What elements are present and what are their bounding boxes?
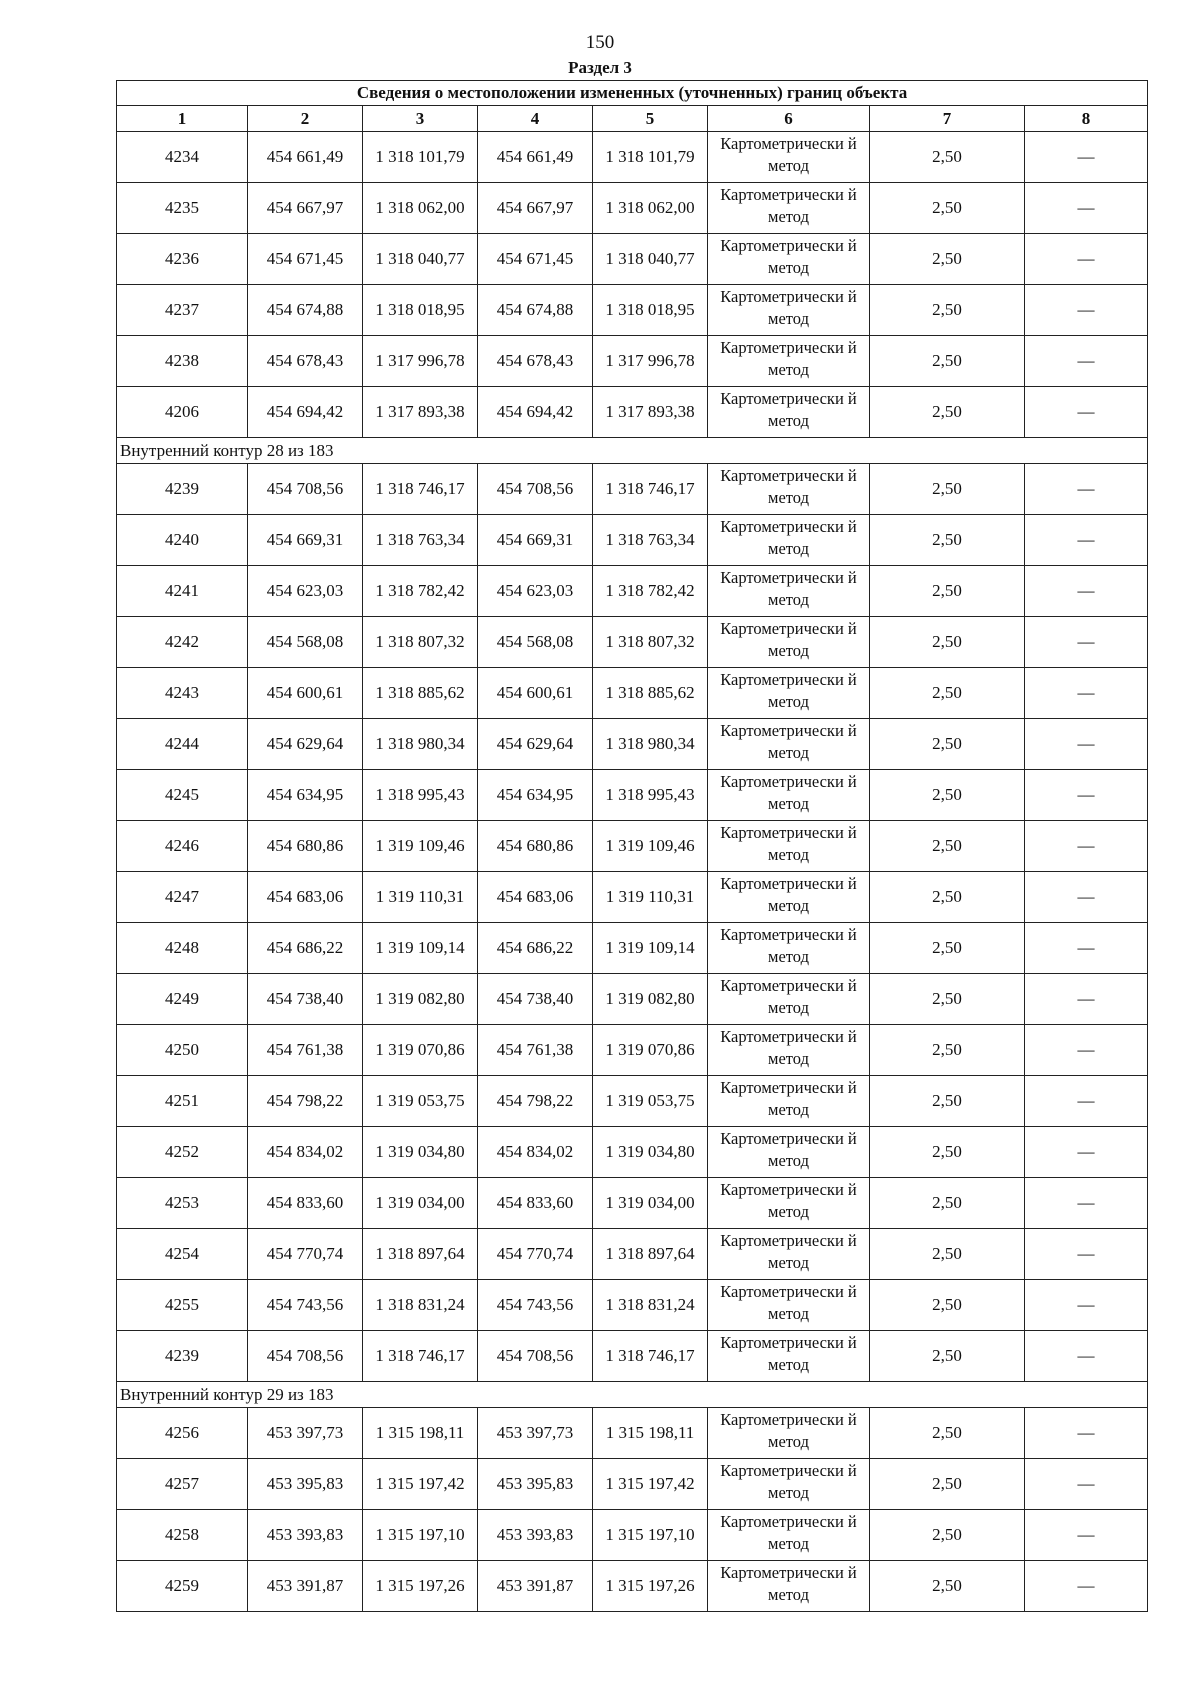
table-cell: 4256 <box>117 1408 248 1459</box>
table-row <box>117 1331 1148 1382</box>
table-cell: 4206 <box>117 387 248 438</box>
column-number: 5 <box>593 106 708 132</box>
table-cell: 2,50 <box>870 668 1025 719</box>
contour-label: Внутренний контур 28 из 183 <box>117 438 1148 464</box>
table-cell: 4237 <box>117 285 248 336</box>
table-cell: 2,50 <box>870 974 1025 1025</box>
table-cell: 1 318 062,00 <box>363 183 478 234</box>
table-cell: 454 743,56 <box>478 1280 593 1331</box>
table-cell: 2,50 <box>870 132 1025 183</box>
table-row <box>117 132 1148 183</box>
table-cell: 1 318 782,42 <box>593 566 708 617</box>
table-cell: 4257 <box>117 1459 248 1510</box>
table-cell: 2,50 <box>870 285 1025 336</box>
table-cell: 454 671,45 <box>478 234 593 285</box>
table-row <box>117 719 1148 770</box>
table-cell: 2,50 <box>870 770 1025 821</box>
table-cell: — <box>1025 1127 1148 1178</box>
table-cell: 4250 <box>117 1025 248 1076</box>
table-cell: — <box>1025 668 1148 719</box>
table-cell: 453 391,87 <box>478 1561 593 1612</box>
table-cell: — <box>1025 566 1148 617</box>
table-cell: Картометрически й метод <box>708 1280 870 1331</box>
table-cell: — <box>1025 183 1148 234</box>
table-cell: 454 671,45 <box>248 234 363 285</box>
table-cell: 454 669,31 <box>248 515 363 566</box>
table-cell: 454 694,42 <box>248 387 363 438</box>
table-cell: Картометрически й метод <box>708 872 870 923</box>
column-number-row <box>117 106 1148 132</box>
table-cell: 4235 <box>117 183 248 234</box>
table-cell: 454 683,06 <box>248 872 363 923</box>
table-cell: 454 629,64 <box>478 719 593 770</box>
table-cell: 453 393,83 <box>248 1510 363 1561</box>
table-cell: 4253 <box>117 1178 248 1229</box>
table-cell: 2,50 <box>870 464 1025 515</box>
table-cell: Картометрически й метод <box>708 1229 870 1280</box>
table-row <box>117 1025 1148 1076</box>
column-number: 6 <box>708 106 870 132</box>
table-cell: 454 833,60 <box>248 1178 363 1229</box>
table-cell: Картометрически й метод <box>708 719 870 770</box>
table-cell: 454 834,02 <box>478 1127 593 1178</box>
table-cell: Картометрически й метод <box>708 1408 870 1459</box>
column-number: 3 <box>363 106 478 132</box>
table-row <box>117 387 1148 438</box>
table-cell: 1 319 053,75 <box>363 1076 478 1127</box>
table-cell: 2,50 <box>870 515 1025 566</box>
table-cell: 1 315 198,11 <box>593 1408 708 1459</box>
table-cell: 454 798,22 <box>478 1076 593 1127</box>
table-cell: 454 600,61 <box>478 668 593 719</box>
table-cell: 1 318 746,17 <box>593 464 708 515</box>
table-cell: 1 318 018,95 <box>363 285 478 336</box>
table-cell: 2,50 <box>870 1076 1025 1127</box>
table-cell: 453 397,73 <box>478 1408 593 1459</box>
table-cell: 454 738,40 <box>478 974 593 1025</box>
table-cell: 1 317 893,38 <box>593 387 708 438</box>
table-row <box>117 668 1148 719</box>
table-cell: — <box>1025 1229 1148 1280</box>
table-cell: 454 667,97 <box>478 183 593 234</box>
table-row <box>117 1178 1148 1229</box>
table-cell: 453 397,73 <box>248 1408 363 1459</box>
table-cell: 2,50 <box>870 336 1025 387</box>
table-cell: 2,50 <box>870 821 1025 872</box>
table-cell: 1 319 110,31 <box>593 872 708 923</box>
table-cell: — <box>1025 1331 1148 1382</box>
table-cell: Картометрически й метод <box>708 1076 870 1127</box>
table-cell: 4247 <box>117 872 248 923</box>
table-cell: 454 708,56 <box>248 464 363 515</box>
table-cell: — <box>1025 515 1148 566</box>
table-row <box>117 974 1148 1025</box>
table-cell: Картометрически й метод <box>708 566 870 617</box>
table-cell: 1 315 197,10 <box>363 1510 478 1561</box>
table-cell: 1 318 101,79 <box>363 132 478 183</box>
table-cell: 454 661,49 <box>248 132 363 183</box>
table-cell: 454 680,86 <box>248 821 363 872</box>
table-cell: 4239 <box>117 1331 248 1382</box>
table-cell: 4254 <box>117 1229 248 1280</box>
table-cell: Картометрически й метод <box>708 1510 870 1561</box>
table-cell: 454 629,64 <box>248 719 363 770</box>
table-cell: Картометрически й метод <box>708 1561 870 1612</box>
table-cell: 1 319 109,14 <box>363 923 478 974</box>
table-cell: 453 393,83 <box>478 1510 593 1561</box>
table-cell: 1 315 198,11 <box>363 1408 478 1459</box>
table-cell: 4258 <box>117 1510 248 1561</box>
table-cell: 454 738,40 <box>248 974 363 1025</box>
table-row <box>117 770 1148 821</box>
table-cell: 454 708,56 <box>478 464 593 515</box>
table-cell: 2,50 <box>870 1280 1025 1331</box>
table-cell: 1 318 897,64 <box>363 1229 478 1280</box>
table-cell: — <box>1025 387 1148 438</box>
table-cell: 454 770,74 <box>478 1229 593 1280</box>
table-cell: Картометрически й метод <box>708 1127 870 1178</box>
table-cell: 1 319 034,00 <box>593 1178 708 1229</box>
table-body <box>117 132 1148 1612</box>
table-cell: 2,50 <box>870 1127 1025 1178</box>
table-cell: — <box>1025 1076 1148 1127</box>
table-cell: 1 317 893,38 <box>363 387 478 438</box>
table-cell: 2,50 <box>870 1025 1025 1076</box>
table-cell: 454 623,03 <box>248 566 363 617</box>
table-cell: 4245 <box>117 770 248 821</box>
table-cell: 454 661,49 <box>478 132 593 183</box>
table-cell: 4240 <box>117 515 248 566</box>
table-cell: 454 833,60 <box>478 1178 593 1229</box>
table-cell: 1 318 831,24 <box>363 1280 478 1331</box>
table-cell: 1 318 040,77 <box>593 234 708 285</box>
table-cell: 1 319 082,80 <box>593 974 708 1025</box>
table-cell: 454 667,97 <box>248 183 363 234</box>
table-cell: — <box>1025 1025 1148 1076</box>
table-row <box>117 1229 1148 1280</box>
table-cell: 454 568,08 <box>478 617 593 668</box>
table-cell: 2,50 <box>870 1510 1025 1561</box>
table-cell: Картометрически й метод <box>708 974 870 1025</box>
table-cell: Картометрически й метод <box>708 183 870 234</box>
table-row <box>117 1561 1148 1612</box>
table-cell: 4246 <box>117 821 248 872</box>
table-cell: 454 798,22 <box>248 1076 363 1127</box>
table-cell: — <box>1025 974 1148 1025</box>
table-cell: — <box>1025 821 1148 872</box>
table-cell: Картометрически й метод <box>708 1025 870 1076</box>
table-cell: Картометрически й метод <box>708 1459 870 1510</box>
coordinates-table <box>116 80 1148 1612</box>
table-row <box>117 1408 1148 1459</box>
table-cell: 1 318 782,42 <box>363 566 478 617</box>
table-cell: 4236 <box>117 234 248 285</box>
table-cell: 2,50 <box>870 1408 1025 1459</box>
table-cell: 454 669,31 <box>478 515 593 566</box>
table-cell: — <box>1025 1510 1148 1561</box>
table-row <box>117 1459 1148 1510</box>
table-cell: 2,50 <box>870 183 1025 234</box>
table-cell: 454 708,56 <box>248 1331 363 1382</box>
table-cell: 454 674,88 <box>478 285 593 336</box>
table-cell: 1 318 062,00 <box>593 183 708 234</box>
table-row <box>117 923 1148 974</box>
table-row <box>117 285 1148 336</box>
table-cell: 454 743,56 <box>248 1280 363 1331</box>
table-cell: 1 318 807,32 <box>593 617 708 668</box>
table-row <box>117 1076 1148 1127</box>
table-cell: 4251 <box>117 1076 248 1127</box>
table-cell: 1 319 070,86 <box>363 1025 478 1076</box>
table-row <box>117 1280 1148 1331</box>
column-number: 2 <box>248 106 363 132</box>
table-cell: 4244 <box>117 719 248 770</box>
table-cell: 1 319 053,75 <box>593 1076 708 1127</box>
table-row <box>117 1510 1148 1561</box>
table-cell: — <box>1025 1459 1148 1510</box>
table-cell: Картометрически й метод <box>708 285 870 336</box>
table-cell: Картометрически й метод <box>708 923 870 974</box>
table-cell: Картометрически й метод <box>708 770 870 821</box>
table-cell: 4248 <box>117 923 248 974</box>
table-cell: 4238 <box>117 336 248 387</box>
contour-row <box>117 438 1148 464</box>
table-cell: 453 395,83 <box>248 1459 363 1510</box>
table-cell: 4243 <box>117 668 248 719</box>
table-cell: 454 634,95 <box>248 770 363 821</box>
table-cell: 1 319 034,00 <box>363 1178 478 1229</box>
table-cell: Картометрически й метод <box>708 668 870 719</box>
table-cell: 4255 <box>117 1280 248 1331</box>
table-cell: 1 318 763,34 <box>363 515 478 566</box>
table-row <box>117 566 1148 617</box>
table-cell: — <box>1025 617 1148 668</box>
table-cell: 454 834,02 <box>248 1127 363 1178</box>
table-cell: 1 317 996,78 <box>593 336 708 387</box>
table-cell: 1 318 746,17 <box>363 1331 478 1382</box>
table-cell: — <box>1025 132 1148 183</box>
table-row <box>117 515 1148 566</box>
table-cell: Картометрически й метод <box>708 1178 870 1229</box>
table-cell: 1 318 763,34 <box>593 515 708 566</box>
table-cell: 454 634,95 <box>478 770 593 821</box>
table-cell: 454 761,38 <box>478 1025 593 1076</box>
contour-label: Внутренний контур 29 из 183 <box>117 1382 1148 1408</box>
table-cell: 4234 <box>117 132 248 183</box>
table-cell: 2,50 <box>870 1178 1025 1229</box>
table-row <box>117 464 1148 515</box>
table-row <box>117 183 1148 234</box>
table-cell: 2,50 <box>870 1331 1025 1382</box>
table-cell: — <box>1025 464 1148 515</box>
table-cell: Картометрически й метод <box>708 1331 870 1382</box>
table-cell: 454 623,03 <box>478 566 593 617</box>
table-cell: — <box>1025 1178 1148 1229</box>
table-cell: Картометрически й метод <box>708 387 870 438</box>
table-cell: — <box>1025 719 1148 770</box>
column-number: 4 <box>478 106 593 132</box>
table-cell: — <box>1025 1408 1148 1459</box>
table-cell: — <box>1025 336 1148 387</box>
table-cell: 1 319 082,80 <box>363 974 478 1025</box>
table-cell: 1 318 885,62 <box>593 668 708 719</box>
column-number: 8 <box>1025 106 1148 132</box>
table-cell: 1 319 034,80 <box>593 1127 708 1178</box>
table-cell: 2,50 <box>870 1229 1025 1280</box>
table-cell: 1 318 995,43 <box>363 770 478 821</box>
table-cell: 1 318 980,34 <box>363 719 478 770</box>
table-cell: 1 319 034,80 <box>363 1127 478 1178</box>
table-cell: 454 708,56 <box>478 1331 593 1382</box>
table-cell: 454 761,38 <box>248 1025 363 1076</box>
table-cell: 1 315 197,26 <box>363 1561 478 1612</box>
column-number: 1 <box>117 106 248 132</box>
table-cell: — <box>1025 1561 1148 1612</box>
table-cell: 4249 <box>117 974 248 1025</box>
table-cell: Картометрически й метод <box>708 132 870 183</box>
table-cell: 4242 <box>117 617 248 668</box>
table-row <box>117 234 1148 285</box>
table-cell: Картометрически й метод <box>708 515 870 566</box>
column-number: 7 <box>870 106 1025 132</box>
table-cell: Картометрически й метод <box>708 821 870 872</box>
table-cell: 454 674,88 <box>248 285 363 336</box>
table-cell: — <box>1025 923 1148 974</box>
table-cell: 453 395,83 <box>478 1459 593 1510</box>
table-cell: 1 319 109,14 <box>593 923 708 974</box>
table-cell: 454 686,22 <box>248 923 363 974</box>
page-number: 150 <box>585 32 615 53</box>
table-cell: 454 678,43 <box>248 336 363 387</box>
table-cell: 453 391,87 <box>248 1561 363 1612</box>
table-cell: 1 315 197,26 <box>593 1561 708 1612</box>
table-cell: 4239 <box>117 464 248 515</box>
table-cell: 454 678,43 <box>478 336 593 387</box>
table-cell: Картометрически й метод <box>708 464 870 515</box>
section-title: Раздел 3 <box>568 58 632 77</box>
table-cell: 1 318 746,17 <box>363 464 478 515</box>
table-cell: — <box>1025 872 1148 923</box>
table-cell: 1 318 018,95 <box>593 285 708 336</box>
table-cell: 1 318 980,34 <box>593 719 708 770</box>
table-cell: 2,50 <box>870 566 1025 617</box>
table-cell: 2,50 <box>870 1561 1025 1612</box>
table-cell: 454 683,06 <box>478 872 593 923</box>
table-cell: 1 318 897,64 <box>593 1229 708 1280</box>
table-cell: 1 315 197,42 <box>363 1459 478 1510</box>
table-cell: 4259 <box>117 1561 248 1612</box>
table-cell: 454 680,86 <box>478 821 593 872</box>
table-cell: 2,50 <box>870 387 1025 438</box>
table-cell: 454 686,22 <box>478 923 593 974</box>
table-cell: 2,50 <box>870 719 1025 770</box>
table-cell: Картометрически й метод <box>708 617 870 668</box>
table-cell: 454 770,74 <box>248 1229 363 1280</box>
table-row <box>117 872 1148 923</box>
table-cell: 4252 <box>117 1127 248 1178</box>
table-cell: Картометрически й метод <box>708 234 870 285</box>
table-cell: 1 319 110,31 <box>363 872 478 923</box>
table-cell: — <box>1025 234 1148 285</box>
table-cell: 2,50 <box>870 617 1025 668</box>
table-cell: 1 319 070,86 <box>593 1025 708 1076</box>
table-cell: — <box>1025 770 1148 821</box>
table-cell: 1 318 040,77 <box>363 234 478 285</box>
table-cell: 1 319 109,46 <box>593 821 708 872</box>
table-row <box>117 1127 1148 1178</box>
table-row <box>117 336 1148 387</box>
table-cell: 2,50 <box>870 872 1025 923</box>
table-cell: Картометрически й метод <box>708 336 870 387</box>
table-cell: 1 315 197,42 <box>593 1459 708 1510</box>
table-cell: 1 318 995,43 <box>593 770 708 821</box>
table-cell: 454 568,08 <box>248 617 363 668</box>
table-cell: 2,50 <box>870 1459 1025 1510</box>
table-cell: 1 318 831,24 <box>593 1280 708 1331</box>
table-cell: 1 315 197,10 <box>593 1510 708 1561</box>
table-cell: 1 318 807,32 <box>363 617 478 668</box>
table-cell: 2,50 <box>870 234 1025 285</box>
table-caption: Сведения о местоположении измененных (уточненных) границ объекта <box>117 81 1148 106</box>
table-cell: 2,50 <box>870 923 1025 974</box>
table-row <box>117 617 1148 668</box>
table-cell: 454 694,42 <box>478 387 593 438</box>
table-cell: 4241 <box>117 566 248 617</box>
table-row <box>117 821 1148 872</box>
table-cell: 1 317 996,78 <box>363 336 478 387</box>
table-cell: — <box>1025 285 1148 336</box>
table-cell: 1 319 109,46 <box>363 821 478 872</box>
contour-row <box>117 1382 1148 1408</box>
table-cell: — <box>1025 1280 1148 1331</box>
table-cell: 454 600,61 <box>248 668 363 719</box>
table-cell: 1 318 101,79 <box>593 132 708 183</box>
table-cell: 1 318 885,62 <box>363 668 478 719</box>
table-cell: 1 318 746,17 <box>593 1331 708 1382</box>
